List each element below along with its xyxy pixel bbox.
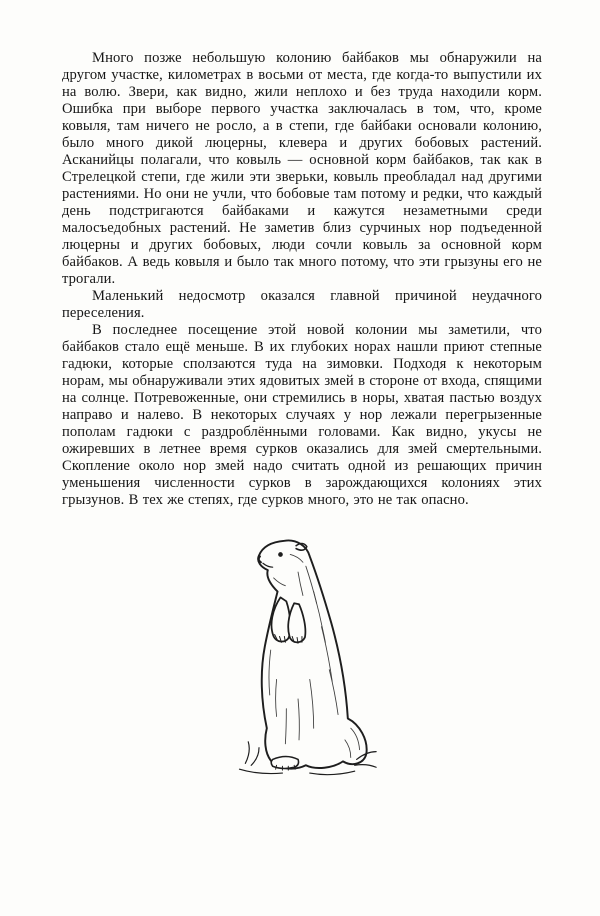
paragraph-2: Маленький недосмотр оказался главной причиной неудачного переселения. xyxy=(62,288,542,321)
marmot-drawing-icon xyxy=(212,533,388,777)
marmot-illustration xyxy=(0,533,600,777)
paragraph-3: В последнее посещение этой новой колонии мы заметили, что байбаков стало ещё меньше. В их глубоких норах нашли приют степные гадюки, которые сползаются туда на зимовки. Подходя к некоторым норам, мы обнаруживали этих ядовитых змей в стороне от входа, спящими на солнце. Потревоженные, они стремились в норы, хватая пастью воздух направо и налево. В некоторых случаях у нор лежали перегрызенные пополам гадюки с раздроблёнными головами. Как видно, укусы не ожиревших в летнее время сурков оказались для змей смертельными. Скопление около нор змей надо считать одной из решающих причин уменьшения численности сурков в зарождающихся колониях этих грызунов. В тех же степях, где сурков много, это не так опасно. xyxy=(62,322,542,508)
paragraph-1: Много позже небольшую колонию байбаков мы обнаружили на другом участке, километрах в восьми от места, где когда-то выпустили их на волю. Звери, как видно, жили неплохо и без труда находили корм. Ошибка при выборе первого участка заключалась в том, что, кроме ковыля, там ничего не росло, а в степи, где байбаки основали колонию, было много дикой люцерны, клевера и других бобовых растений. Асканийцы полагали, что ковыль — основной корм байбаков, так как в Стрелецкой степи, где жили эти зверьки, ковыль преобладал над другими растениями. Но они не учли, что бобовые там потому и редки, что каждый день подстригаются байбаками и кажутся незаметными среди малосъедобных растений. Не заметив близ сурчиных нор подъеденной люцерны и других бобовых, люди сочли ковыль за основной корм байбаков. А ведь ковыля и было так много потому, что эти грызуны его не трогали. xyxy=(62,50,542,287)
